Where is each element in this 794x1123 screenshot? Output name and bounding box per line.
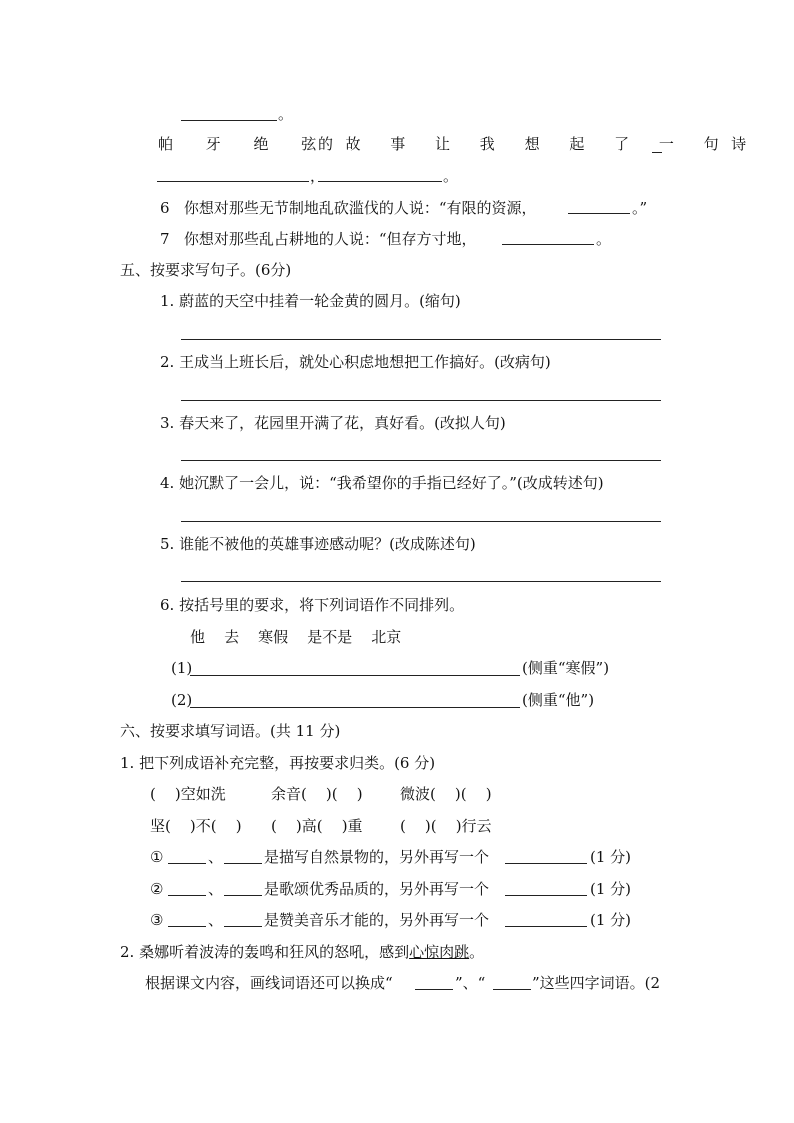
question-7: 7 你想对那些乱占耕地的人说：“但存方寸地， bbox=[160, 230, 477, 248]
answer-line[interactable] bbox=[181, 339, 661, 340]
answer-blank[interactable] bbox=[568, 213, 630, 214]
answer-blank[interactable] bbox=[224, 895, 262, 896]
answer-line[interactable] bbox=[190, 707, 520, 708]
answer-blank[interactable] bbox=[318, 181, 442, 182]
s6-question-2 bbox=[120, 942, 484, 962]
row-number: ① bbox=[150, 848, 164, 866]
s5-item-2: 2. 王成当上班长后，就处心积虑地想把工作搞好。(改病句) bbox=[160, 353, 551, 371]
punctuation: ， bbox=[310, 167, 326, 185]
answer-blank[interactable] bbox=[168, 895, 206, 896]
classify-text: 是描写自然景物的，另外再写一个 bbox=[264, 848, 490, 866]
q2-sub-part-a: 根据课文内容，画线词语还可以换成“ bbox=[145, 974, 393, 992]
order-1-label: (1) bbox=[171, 659, 193, 677]
score: (1 分) bbox=[590, 880, 632, 898]
row-number: ③ bbox=[150, 911, 164, 929]
answer-blank[interactable] bbox=[168, 926, 206, 927]
separator: 、 bbox=[208, 880, 224, 898]
word-list: 他 去 寒假 是不是 北京 bbox=[190, 628, 402, 646]
order-2-requirement: (侧重“他”) bbox=[522, 691, 595, 709]
classify-text: 是赞美音乐才能的，另外再写一个 bbox=[264, 911, 490, 929]
s5-item-6: 6. 按括号里的要求，将下列词语作不同排列。 bbox=[160, 596, 465, 614]
answer-blank[interactable] bbox=[505, 863, 587, 864]
q2-end: 。 bbox=[469, 943, 485, 961]
idiom: 余音( )( ) bbox=[271, 785, 363, 803]
answer-line[interactable] bbox=[190, 675, 520, 676]
answer-blank[interactable] bbox=[168, 863, 206, 864]
answer-blank[interactable] bbox=[181, 120, 277, 121]
order-1-requirement: (侧重“寒假”) bbox=[522, 659, 610, 677]
answer-blank[interactable] bbox=[415, 989, 453, 990]
separator: 、 bbox=[208, 911, 224, 929]
score: (1 分) bbox=[590, 911, 632, 929]
answer-line[interactable] bbox=[181, 400, 661, 401]
q2-sub-part-c: ”这些四字词语。(2 bbox=[532, 974, 661, 992]
poem-prompt: 的故 事 让 我 想 起 了 一 句诗 bbox=[318, 135, 759, 153]
punctuation: 。 bbox=[278, 105, 294, 123]
underlined-phrase: 心惊肉跳 bbox=[409, 943, 470, 961]
answer-blank[interactable] bbox=[157, 181, 309, 182]
section-5-title: 五、按要求写句子。(6分) bbox=[120, 261, 292, 279]
separator: 、 bbox=[208, 848, 224, 866]
answer-blank[interactable] bbox=[505, 926, 587, 927]
answer-line[interactable] bbox=[181, 521, 661, 522]
s5-item-1: 1. 蔚蓝的天空中挂着一轮金黄的圆月。(缩句) bbox=[160, 292, 461, 310]
classify-text: 是歌颂优秀品质的，另外再写一个 bbox=[264, 880, 490, 898]
answer-blank[interactable] bbox=[652, 152, 662, 153]
idiom: ( )高( )重 bbox=[271, 817, 363, 835]
punctuation: 。 bbox=[443, 167, 459, 185]
s6-question-1: 1. 把下列成语补充完整，再按要求归类。(6 分) bbox=[120, 754, 436, 772]
order-2-label: (2) bbox=[171, 691, 193, 709]
answer-blank[interactable] bbox=[505, 895, 587, 896]
punctuation: 。 bbox=[596, 230, 612, 248]
row-number: ② bbox=[150, 880, 164, 898]
answer-blank[interactable] bbox=[502, 244, 594, 245]
answer-line[interactable] bbox=[181, 460, 661, 461]
poem-characters: 帕 牙 绝 弦 bbox=[158, 135, 331, 153]
score: (1 分) bbox=[590, 848, 632, 866]
answer-blank[interactable] bbox=[493, 989, 531, 990]
q2-text: 2. 桑娜听着波涛的轰鸣和狂风的怒吼，感到 bbox=[120, 943, 410, 961]
answer-blank[interactable] bbox=[224, 863, 262, 864]
answer-line[interactable] bbox=[181, 581, 661, 582]
idiom: 微波( )( ) bbox=[400, 785, 492, 803]
s5-item-4: 4. 她沉默了一会儿，说：“我希望你的手指已经好了。”(改成转述句) bbox=[160, 474, 604, 492]
s5-item-5: 5. 谁能不被他的英雄事迹感动呢？(改成陈述句) bbox=[160, 535, 476, 553]
idiom: 坚( )不( ) bbox=[150, 817, 242, 835]
question-6: 6 你想对那些无节制地乱砍滥伐的人说：“有限的资源， bbox=[160, 199, 537, 217]
q2-sub-part-b: ”、“ bbox=[455, 974, 486, 992]
section-6-title: 六、按要求填写词语。(共 11 分) bbox=[120, 722, 341, 740]
idiom: ( )空如洗 bbox=[150, 785, 226, 803]
punctuation: 。” bbox=[632, 199, 648, 217]
idiom: ( )( )行云 bbox=[400, 817, 492, 835]
s5-item-3: 3. 春天来了，花园里开满了花，真好看。(改拟人句) bbox=[160, 414, 506, 432]
answer-blank[interactable] bbox=[224, 926, 262, 927]
